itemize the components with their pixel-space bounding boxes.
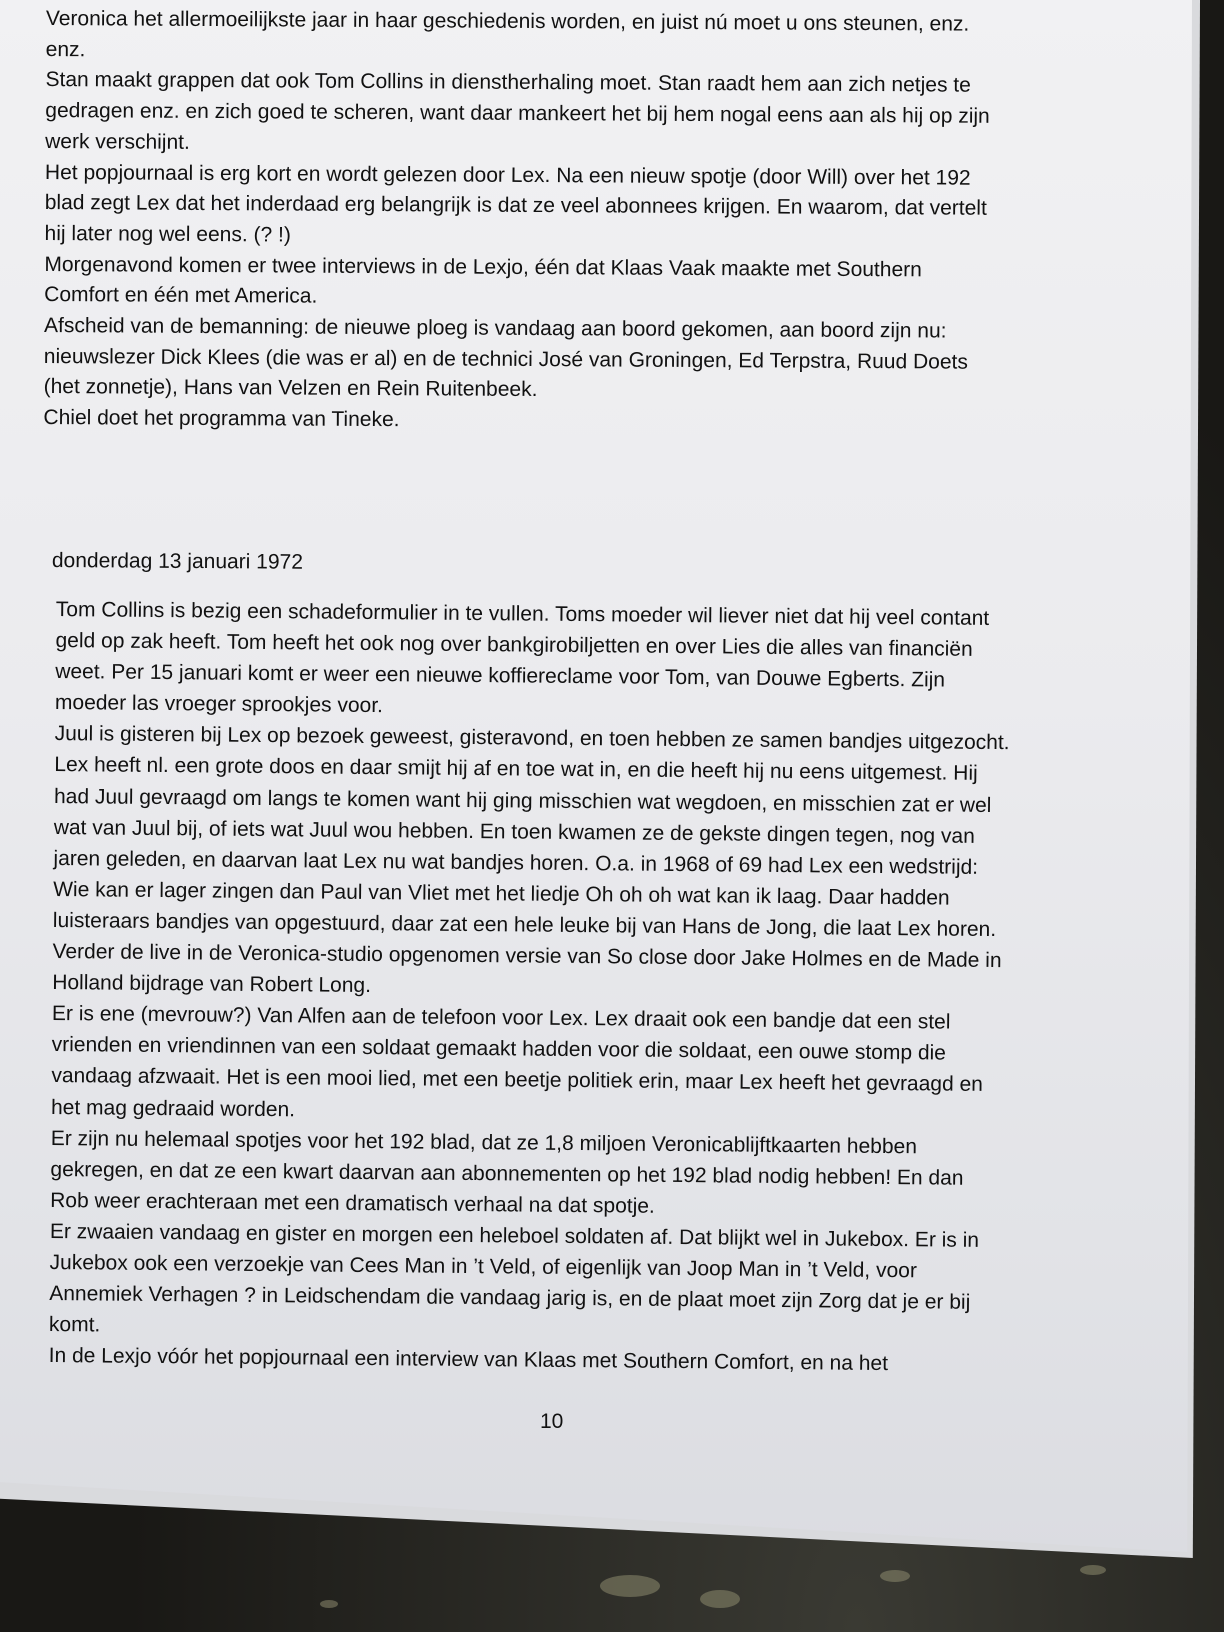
floor-speck xyxy=(320,1600,338,1608)
text-line: Afscheid van de bemanning: de nieuwe ploeg is vandaag aan boord gekomen, aan boord zijn nu: xyxy=(43,314,947,343)
text-line: Holland bijdrage van Robert Long. xyxy=(52,971,372,998)
text-line: Lex heeft nl. een grote doos en daar smijt hij af en toe wat in, en die heeft hij nu eens uitgemest. Hij xyxy=(54,753,978,786)
text-line: Morgenavond komen er twee interviews in de Lexjo, één dat Klaas Vaak maakte met Southern xyxy=(44,252,922,281)
text-line: blad zegt Lex dat het inderdaad erg belangrijk is dat ze veel abonnees krijgen. En waarom, dat vertelt xyxy=(44,191,987,220)
floor-speck xyxy=(1080,1565,1106,1575)
text-line: werk verschijnt. xyxy=(45,129,190,154)
main-paragraphs xyxy=(49,594,1011,1380)
text-line: Tom Collins is bezig een schadeformulier in te vullen. Toms moeder wil liever niet dat hij veel contant xyxy=(55,597,990,630)
text-line: had Juul gevraagd om langs te komen want hij ging misschien wat wegdoen, en misschien zat er wel xyxy=(53,784,992,817)
text-line: Comfort en één met America. xyxy=(44,283,318,308)
floor-speck xyxy=(600,1575,660,1597)
text-line: Het popjournaal is erg kort en wordt gelezen door Lex. Na een nieuw spotje (door Will) over het 192 xyxy=(44,160,971,190)
text-line: Jukebox ook een verzoekje van Cees Man in ’t Veld, of eigenlijk van Joop Man in ’t Veld, voor xyxy=(49,1250,917,1283)
text-line: Juul is gisteren bij Lex op bezoek geweest, gisteravond, en toen hebben ze samen bandjes uitgezocht. xyxy=(54,722,1010,755)
date-heading: donderdag 13 januari 1972 xyxy=(51,548,304,574)
top-paragraphs xyxy=(43,4,990,440)
text-line: enz. xyxy=(45,37,86,61)
floor-speck xyxy=(880,1570,910,1582)
text-line: (het zonnetje), Hans van Velzen en Rein Ruitenbeek. xyxy=(43,375,538,402)
text-line: Rob weer erachteraan met een dramatisch verhaal na dat spotje. xyxy=(50,1188,655,1218)
text-line: weet. Per 15 januari komt er weer een nieuwe koffiereclame voor Tom, van Douwe Egberts. Zijn xyxy=(55,660,946,692)
text-line: geld op zak heeft. Tom heeft het ook nog over bankgirobiljetten en over Lies die alles van financiën xyxy=(55,629,973,661)
text-line: Er zwaaien vandaag en gister en morgen een heleboel soldaten af. Dat blijkt wel in Jukebox. Er is in xyxy=(49,1219,980,1252)
text-line: Er is ene (mevrouw?) Van Alfen aan de telefoon voor Lex. Lex draait ook een bandje dat een stel xyxy=(51,1002,951,1034)
text-line: hij later nog wel eens. (? !) xyxy=(44,221,291,247)
text-line: het mag gedraaid worden. xyxy=(50,1095,296,1121)
text-line: jaren geleden, en daarvan laat Lex nu wat bandjes horen. O.a. in 1968 of 69 had Lex een wedstrijd: xyxy=(53,846,979,879)
text-line: gedragen enz. en zich goed te scheren, want daar mankeert het bij hem nogal eens aan als hij op zijn xyxy=(45,99,990,128)
text-line: Stan maakt grappen dat ook Tom Collins in dienstherhaling moet. Stan raadt hem aan zich netjes te xyxy=(45,68,971,98)
text-line: vrienden en vriendinnen van een soldaat gemaakt hadden voor die soldaat, een ouwe stomp die xyxy=(51,1033,947,1065)
page-number: 10 xyxy=(540,1410,564,1433)
text-line: komt. xyxy=(48,1313,101,1337)
text-line: moeder las vroeger sprookjes voor. xyxy=(54,691,384,718)
text-line: luisteraars bandjes van opgestuurd, daar zat een hele leuke bij van Hans de Jong, die laat Lex horen. xyxy=(52,908,997,941)
text-line: gekregen, en dat ze een kwart daarvan aan abonnementen op het 192 blad nodig hebben! En dan xyxy=(50,1157,964,1190)
text-line: vandaag afzwaait. Het is een mooi lied, met een beetje politiek erin, maar Lex heeft het gevraagd en xyxy=(51,1064,984,1097)
text-line: wat van Juul bij, of iets wat Juul wou hebben. En toen kwamen ze de gekste dingen tegen, nog van xyxy=(53,815,975,848)
text-line: Wie kan er lager zingen dan Paul van Vliet met het liedje Oh oh oh wat kan ik laag. Daar hadden xyxy=(53,877,950,910)
text-line: Verder de live in de Veronica-studio opgenomen versie van So close door Jake Holmes en de Made in xyxy=(52,940,1002,973)
text-line: Chiel doet het programma van Tineke. xyxy=(43,406,400,432)
text-line: In de Lexjo vóór het popjournaal een interview van Klaas met Southern Comfort, en na het xyxy=(48,1344,889,1376)
floor-speck xyxy=(700,1590,740,1608)
text-line: Veronica het allermoeilijkste jaar in haar geschiedenis worden, en juist nú moet u ons steunen, enz. xyxy=(45,6,970,36)
text-line: Er zijn nu helemaal spotjes voor het 192 blad, dat ze 1,8 miljoen Veronicablijftkaarten hebben xyxy=(50,1126,918,1158)
text-line: nieuwslezer Dick Klees (die was er al) en de technici José van Groningen, Ed Terpstra, Ruud Doets xyxy=(43,344,968,374)
text-line: Annemiek Verhagen ? in Leidschendam die vandaag jarig is, en de plaat moet zijn Zorg dat je er bij xyxy=(49,1282,971,1314)
